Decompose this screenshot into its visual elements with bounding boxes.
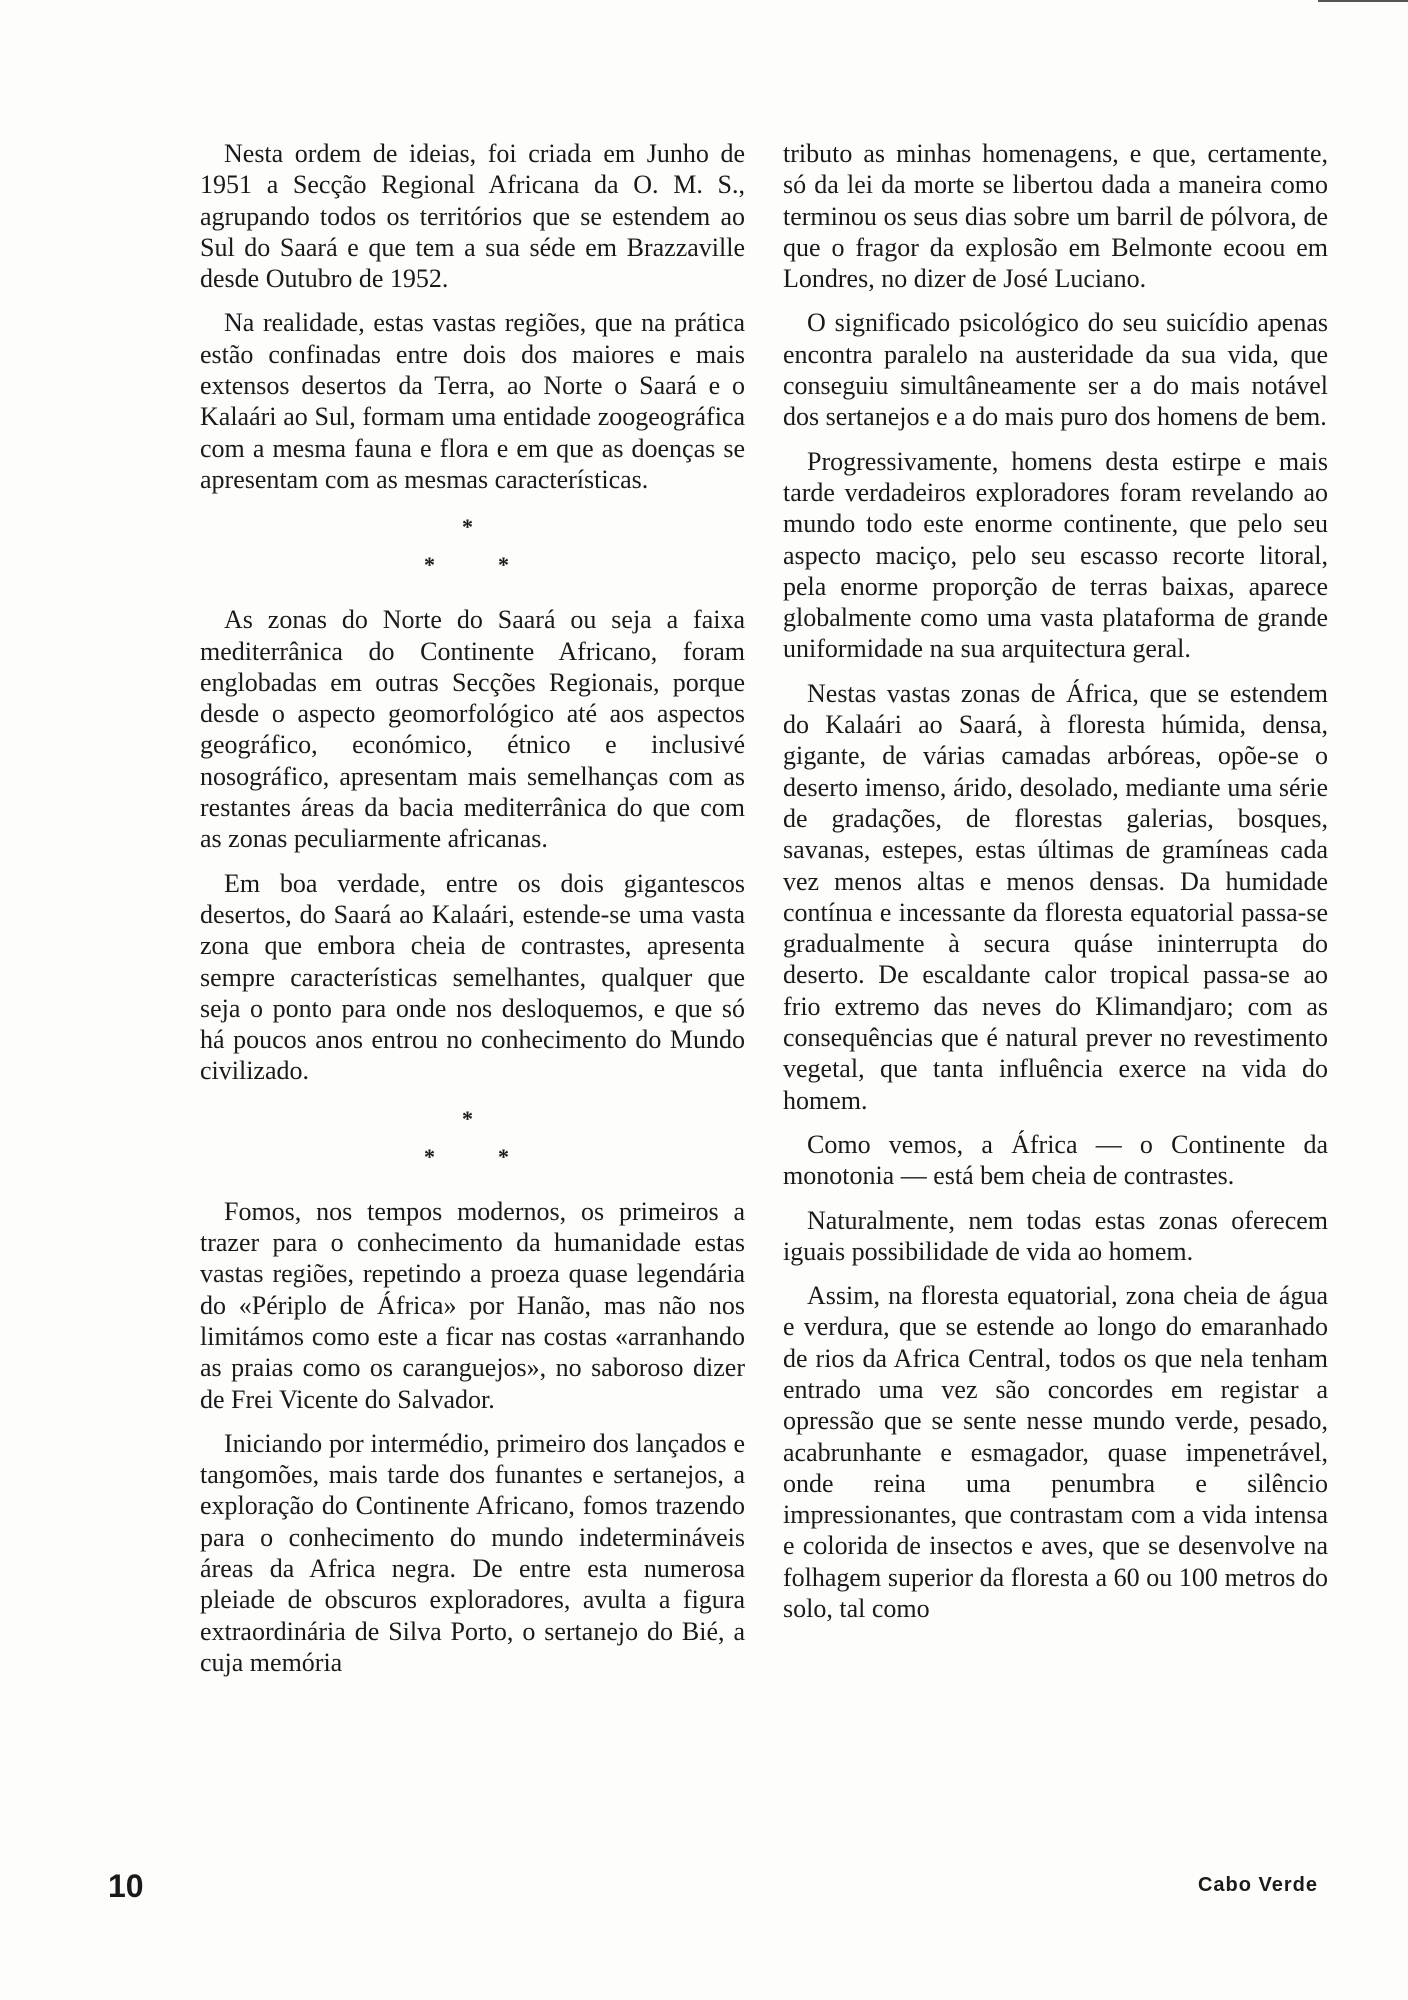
paragraph: Nestas vastas zonas de África, que se estendem do Kalaári ao Saará, à floresta húmida, densa, gigante, de várias camadas arbóreas, opõe-se o deserto imenso, árido, desolado, mediante uma série de gradações, de florestas galerias, bosques, savanas, estepes, estas últimas de gramíneas cada vez menos altas e menos densas. Da humidade contínua e incessante da floresta equatorial passa-se gradualmente à secura quáse ininterrupta do deserto. De escaldante calor tropical passa-se ao frio extremo das neves do Klimandjaro; com as consequências que é natural prever no revestimento vegetal, que tanta influência exerce na vida do homem. — [783, 678, 1328, 1115]
top-rule — [1318, 0, 1408, 2]
paragraph: tributo as minhas homenagens, e que, certamente, só da lei da morte se libertou dada a maneira como terminou os seus dias sobre um barril de pólvora, de que o fragor da explosão em Belmonte ecoou em Londres, no dizer de José Luciano. — [783, 139, 1328, 294]
paragraph: As zonas do Norte do Saará ou seja a faixa mediterrânica do Continente Africano, foram englobadas em outras Secções Regionais, porque desde o aspecto geomorfológico até aos aspectos geográfico, económico, étnico e inclusivé nosográfico, apresentam mais semelhanças com as restantes áreas da bacia mediterrânica do que com as zonas peculiarmente africanas. — [200, 605, 745, 854]
paragraph: Assim, na floresta equatorial, zona cheia de água e verdura, que se estende ao longo do emaranhado de rios da Africa Central, todos os que nela tenham entrado uma vez são concordes em registar a opressão que se sente nesse mundo verde, pesado, acabrunhante e esmagador, quase impenetrável, onde reina uma penumbra e silêncio impressionantes, que contrastam com a vida intensa e colorida de insectos e aves, que se desenvolve na folhagem superior da floresta a 60 ou 100 metros do solo, tal como — [783, 1281, 1328, 1624]
paragraph: Nesta ordem de ideias, foi criada em Junho de 1951 a Secção Regional Africana da O. M. S., agrupando todos os territórios que se estendem ao Sul do Saará e que tem a sua séde em Brazzaville desde Outubro de 1952. — [200, 139, 745, 294]
separator-star: * — [498, 1143, 509, 1169]
separator-star: * — [462, 514, 473, 540]
section-separator — [200, 1100, 745, 1196]
publication-name: Cabo Verde — [1197, 1874, 1318, 1896]
paragraph: Progressivamente, homens desta estirpe e mais tarde verdadeiros exploradores foram revelando ao mundo todo este enorme continente, que pelo seu aspecto maciço, pelo seu escasso recorte litoral, pela enorme proporção de terras baixas, aparece globalmente como uma vasta plataforma de grande uniformidade na sua arquitectura geral. — [783, 446, 1328, 664]
separator-star: * — [424, 1143, 435, 1169]
paragraph: Fomos, nos tempos modernos, os primeiros a trazer para o conhecimento da humanidade estas vastas regiões, repetindo a proeza quase legendária do «Périplo de África» por Hanão, mas não nos limitámos como este a ficar nas costas «arranhando as praias como os caranguejos», no saboroso dizer de Frei Vicente do Salvador. — [200, 1196, 745, 1414]
paragraph: Em boa verdade, entre os dois gigantescos desertos, do Saará ao Kalaári, estende-se uma vasta zona que embora cheia de contrastes, apresenta sempre características semelhantes, qualquer que seja o ponto para onde nos desloquemos, e que só há poucos anos entrou no conhecimento do Mundo civilizado. — [200, 868, 745, 1086]
page-number: 10 — [108, 1868, 144, 1904]
right-column — [783, 138, 1328, 1637]
separator-star: * — [424, 552, 435, 578]
separator-star: * — [462, 1105, 473, 1131]
paragraph: O significado psicológico do seu suicídio apenas encontra paralelo na austeridade da sua vida, que conseguiu simultâneamente ser a do mais notável dos sertanejos e a do mais puro dos homens de bem. — [783, 308, 1328, 432]
paragraph: Como vemos, a África — o Continente da monotonia — está bem cheia de contrastes. — [783, 1129, 1328, 1191]
left-column — [200, 138, 745, 1691]
section-separator — [200, 508, 745, 604]
paragraph: Na realidade, estas vastas regiões, que na prática estão confinadas entre dois dos maiores e mais extensos desertos da Terra, ao Norte o Saará e o Kalaári ao Sul, formam uma entidade zoogeográfica com a mesma fauna e flora e em que as doenças se apresentam com as mesmas características. — [200, 308, 745, 494]
separator-star: * — [498, 552, 509, 578]
paragraph: Naturalmente, nem todas estas zonas oferecem iguais possibilidade de vida ao homem. — [783, 1205, 1328, 1266]
paragraph: Iniciando por intermédio, primeiro dos lançados e tangomões, mais tarde dos funantes e sertanejos, a exploração do Continente Africano, fomos trazendo para o conhecimento do mundo indetermináveis áreas da Africa negra. De entre esta numerosa pleiade de obscuros exploradores, avulta a figura extraordinária de Silva Porto, o sertanejo do Bié, a cuja memória — [200, 1428, 745, 1677]
